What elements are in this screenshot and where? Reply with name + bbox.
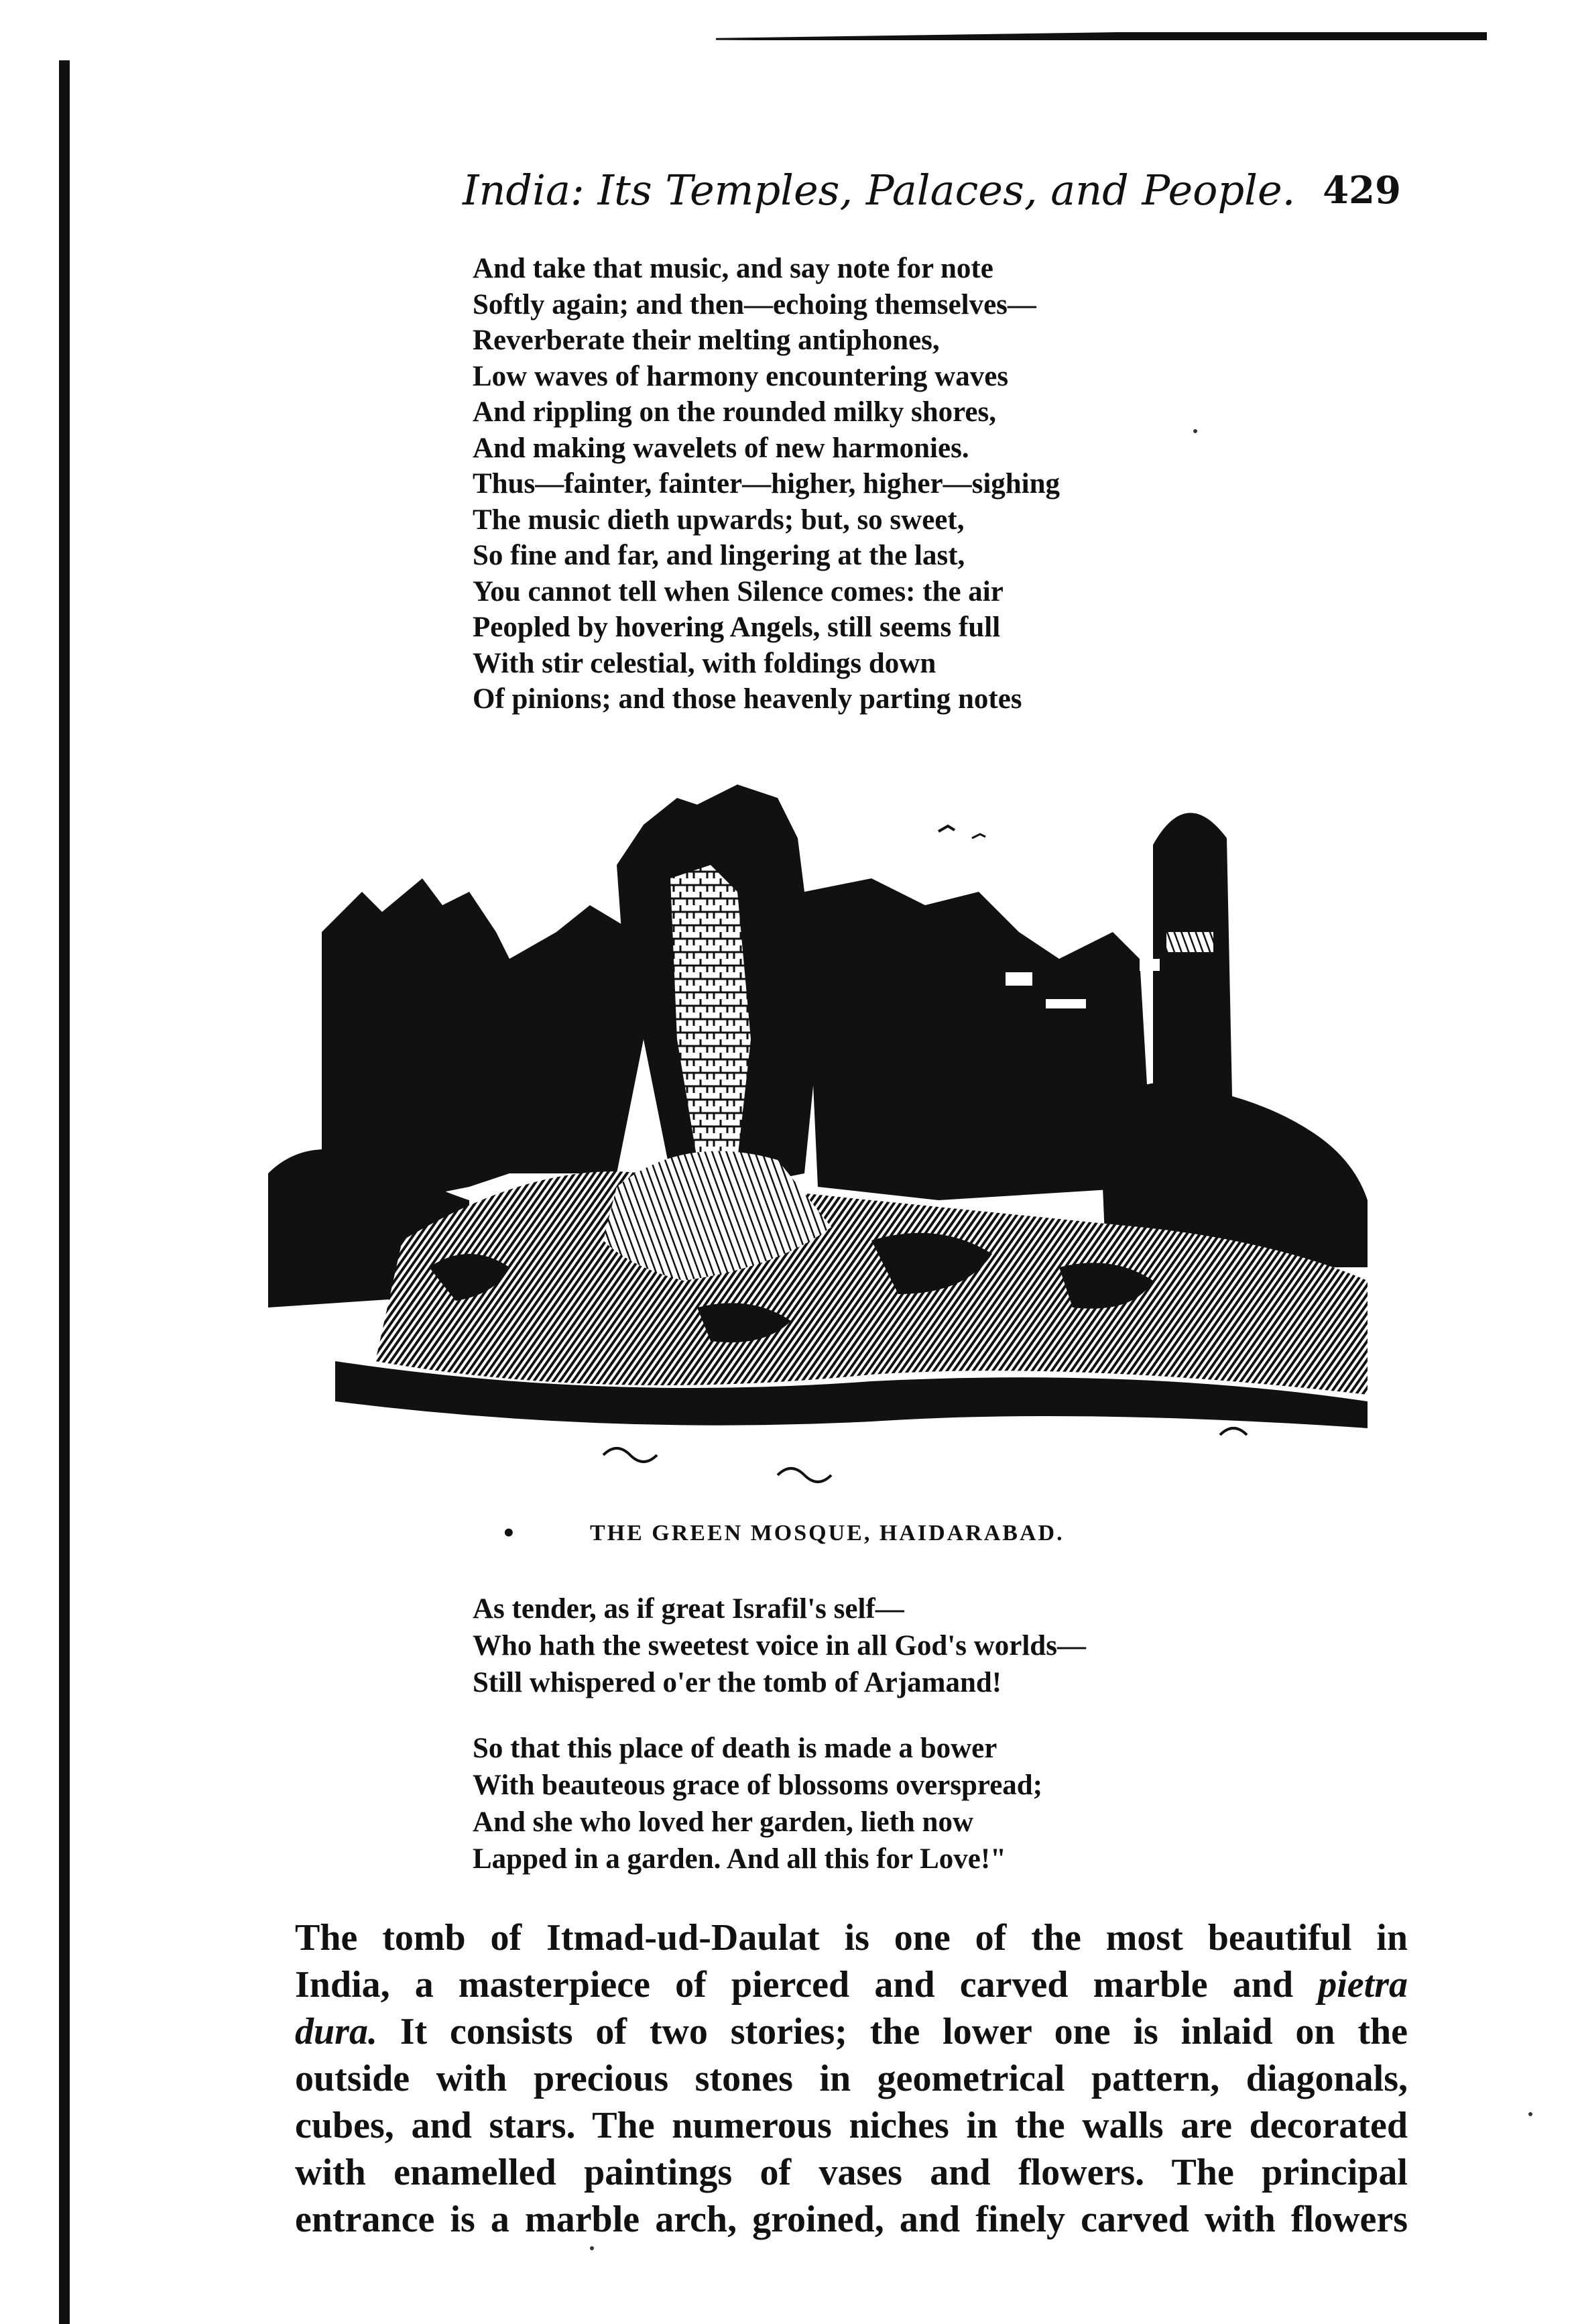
print-speck <box>1528 2112 1532 2116</box>
verse-line: Thus—fainter, fainter—higher, higher—sighing <box>473 468 1060 500</box>
paragraph-line <box>295 2008 1408 2055</box>
verse-line: Who hath the sweetest voice in all God's worlds— <box>473 1630 1086 1662</box>
italic-term: dura. <box>295 2011 377 2052</box>
verse-line: As tender, as if great Israfil's self— <box>473 1593 904 1625</box>
verse-line: And she who loved her garden, lieth now <box>473 1806 974 1838</box>
running-head <box>463 164 1401 217</box>
paragraph-text: India, a masterpiece of pierced and carved marble and <box>295 1964 1319 2006</box>
verse-line: You cannot tell when Silence comes: the air <box>473 575 1004 607</box>
figure-caption: THE GREEN MOSQUE, HAIDARABAD. <box>590 1521 1065 1546</box>
caption-bullet: • <box>501 1520 516 1547</box>
paragraph-text: It consists of two stories; the lower one is inlaid on the <box>377 2011 1408 2052</box>
verse-line: Still whispered o'er the tomb of Arjamand! <box>473 1667 1002 1698</box>
verse-bottom <box>473 1730 1042 1877</box>
verse-line: With beauteous grace of blossoms overspread; <box>473 1769 1043 1801</box>
verse-middle <box>473 1590 1086 1701</box>
top-rule <box>716 27 1487 46</box>
verse-top <box>473 251 1060 717</box>
body-paragraph <box>295 1914 1408 2243</box>
running-title: India: Its Temples, Palaces, and People. <box>463 166 1296 215</box>
verse-line: Of pinions; and those heavenly parting notes <box>473 683 1022 715</box>
print-speck <box>1193 429 1197 433</box>
paragraph-line: cubes, and stars. The numerous niches in the walls are decorated <box>295 2105 1408 2146</box>
verse-line: So that this place of death is made a bower <box>473 1733 997 1764</box>
italic-term: pietra <box>1318 1964 1408 2006</box>
verse-line: Peopled by hovering Angels, still seems full <box>473 612 1001 643</box>
verse-line: Softly again; and then—echoing themselves— <box>473 288 1036 321</box>
verse-line: And rippling on the rounded milky shores, <box>473 396 996 428</box>
paragraph-line: entrance is a marble arch, groined, and finely carved with flowers <box>295 2199 1408 2240</box>
page-number: 429 <box>1323 168 1401 213</box>
verse-line: Low waves of harmony encountering waves <box>473 360 1009 392</box>
verse-line: The music dieth upwards; but, so sweet, <box>473 504 965 536</box>
verse-line: So fine and far, and lingering at the last, <box>473 540 965 571</box>
verse-line: Lapped in a garden. And all this for Love!" <box>473 1843 1007 1875</box>
paragraph-line: The tomb of Itmad-ud-Daulat is one of the most beautiful in <box>295 1917 1408 1959</box>
paragraph-line: with enamelled paintings of vases and flowers. The principal <box>295 2152 1408 2193</box>
paragraph-line <box>295 1961 1408 2008</box>
verse-line: And making wavelets of new harmonies. <box>473 432 969 464</box>
engraving-green-mosque <box>268 758 1408 1522</box>
binding-edge <box>59 60 70 2324</box>
print-speck <box>590 2246 594 2250</box>
paragraph-line: outside with precious stones in geometrical pattern, diagonals, <box>295 2058 1408 2099</box>
verse-line: Reverberate their melting antiphones, <box>473 325 940 356</box>
verse-line: With stir celestial, with foldings down <box>473 647 936 679</box>
engraving-illustration <box>268 758 1408 1522</box>
verse-line: And take that music, and say note for note <box>473 253 993 284</box>
